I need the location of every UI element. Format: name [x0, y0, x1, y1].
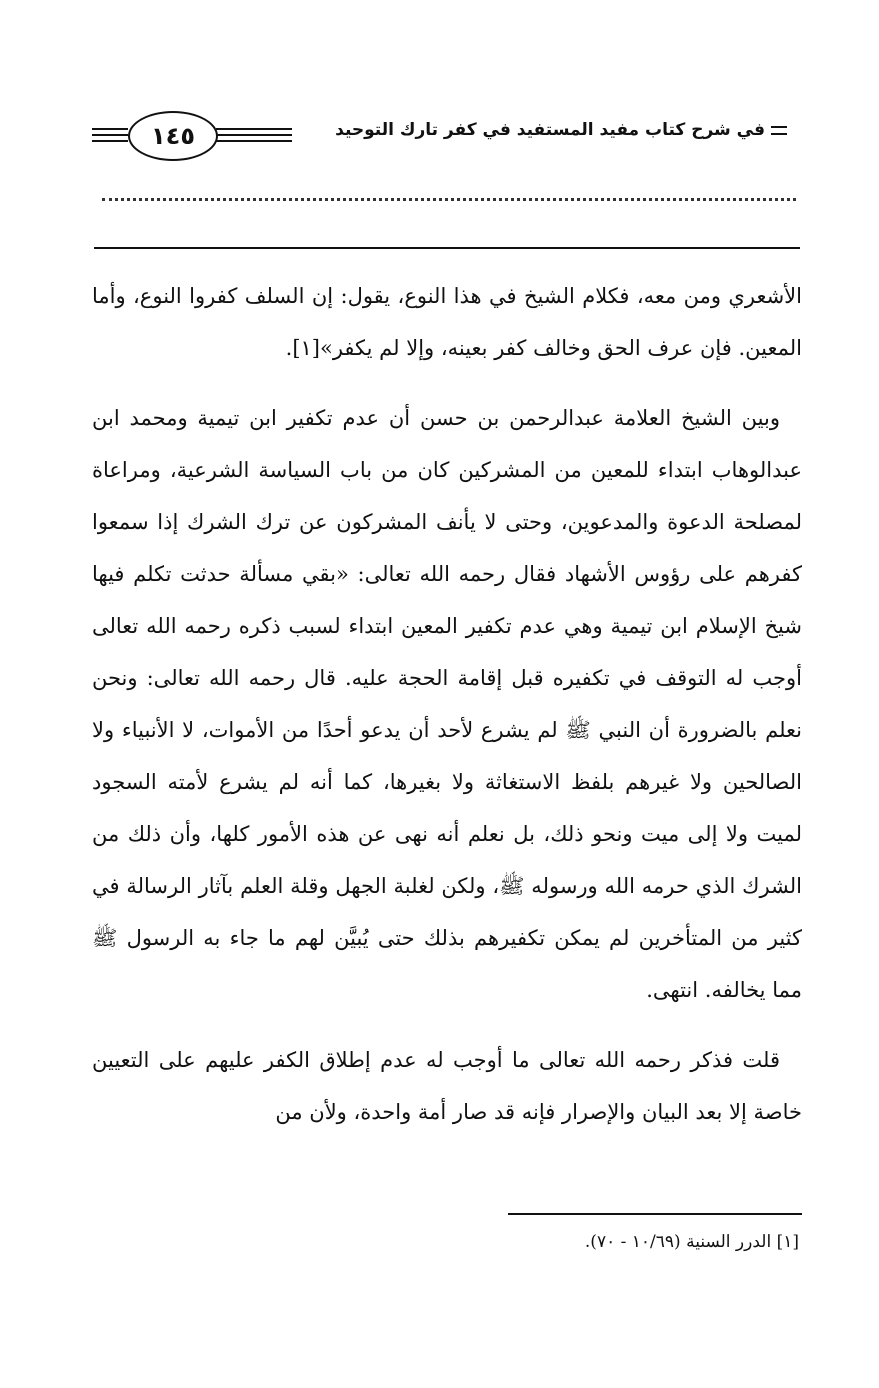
header-dash-ornament [771, 126, 787, 135]
footnote: [١] الدرر السنية (١٠/٦٩ - ٧٠). [584, 1232, 799, 1252]
running-header [335, 120, 787, 140]
paragraph-3: قلت فذكر رحمه الله تعالى ما أوجب له عدم إطلاق الكفر عليهم على التعيين خاصة إلا بعد البيان والإصرار فإنه قد صار أمة واحدة، ولأن من [92, 1048, 802, 1124]
body-text [92, 270, 802, 1138]
dotted-separator [102, 198, 796, 205]
page-number: ١٤٥ [151, 122, 195, 150]
header-divider [94, 247, 800, 249]
paragraph-2: وبين الشيخ العلامة عبدالرحمن بن حسن أن عدم تكفير ابن تيمية ومحمد ابن عبدالوهاب ابتداء للمعين من المشركين كان من باب السياسة الشرعية، ومراعاة لمصلحة الدعوة والمدعوين، وحتى لا يأنف المشركون عن ترك الشرك إذا سمعوا كفرهم على رؤوس الأشهاد فقال رحمه الله تعالى: «بقي مسألة حدثت تكلم فيها شيخ الإسلام ابن تيمية وهي عدم تكفير المعين ابتداء لسبب ذكره رحمه الله تعالى أوجب له التوقف في تكفيره قبل إقامة الحجة عليه. قال رحمه الله تعالى: ونحن نعلم بالضرورة أن النبي ﷺ لم يشرع لأحد أن يدعو أحدًا من الأموات، لا الأنبياء ولا الصالحين ولا غيرهم بلفظ الاستغاثة ولا بغيرها، كما أنه لم يشرع لأمته السجود لميت ولا إلى ميت ونحو ذلك، بل نعلم أنه نهى عن هذه الأمور كلها، وأن ذلك من الشرك الذي حرمه الله ورسوله ﷺ، ولكن لغلبة الجهل وقلة العلم بآثار الرسالة في كثير من المتأخرين لم يمكن تكفيرهم بذلك حتى يُبيَّن لهم ما جاء به الرسول ﷺ مما يخالفه. انتهى. [92, 406, 802, 1002]
paragraph-1: الأشعري ومن معه، فكلام الشيخ في هذا النوع، يقول: إن السلف كفروا النوع، وأما المعين. فإن عرف الحق وخالف كفر بعينه، وإلا لم يكفر»[١]. [92, 284, 802, 360]
header-title: في شرح كتاب مفيد المستفيد في كفر تارك التوحيد [335, 120, 765, 140]
footnote-divider [508, 1213, 802, 1215]
page-number-badge [128, 111, 218, 161]
